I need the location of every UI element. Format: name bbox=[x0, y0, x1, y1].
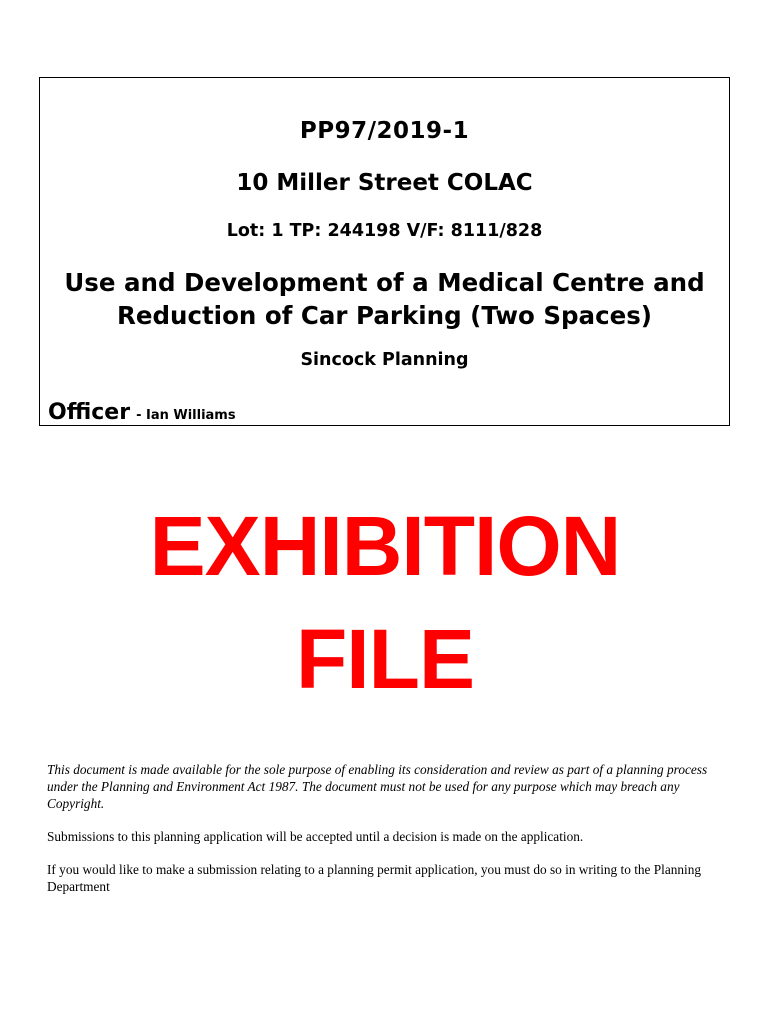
submission-instructions: If you would like to make a submission relating to a planning permit application, you must do so in writing to the Planning Department bbox=[47, 862, 702, 894]
description-line-1: Use and Development of a Medical Centre and bbox=[64, 268, 705, 297]
application-details-box bbox=[39, 77, 730, 426]
applicant-name: Sincock Planning bbox=[300, 350, 469, 370]
description-line-2: Reduction of Car Parking (Two Spaces) bbox=[116, 301, 652, 330]
application-description bbox=[40, 266, 729, 332]
notes-section bbox=[47, 761, 727, 911]
officer-line bbox=[48, 400, 236, 425]
exhibition-stamp-line-1: EXHIBITION bbox=[149, 499, 621, 593]
permit-reference: PP97/2019-1 bbox=[299, 118, 470, 144]
copyright-disclaimer: This document is made available for the sole purpose of enabling its consideration and review as part of a planning process under the Planning and Environment Act 1987. The document must not be used for any purpose which may breach any Copyright. bbox=[47, 762, 708, 811]
submissions-notice: Submissions to this planning application will be accepted until a decision is made on the application. bbox=[47, 829, 584, 844]
exhibition-stamp-line-2: FILE bbox=[296, 612, 474, 706]
officer-name: - Ian Williams bbox=[136, 408, 236, 423]
officer-label: Officer bbox=[48, 400, 131, 425]
lot-details: Lot: 1 TP: 244198 V/F: 8111/828 bbox=[226, 221, 543, 241]
property-address: 10 Miller Street COLAC bbox=[236, 170, 533, 196]
